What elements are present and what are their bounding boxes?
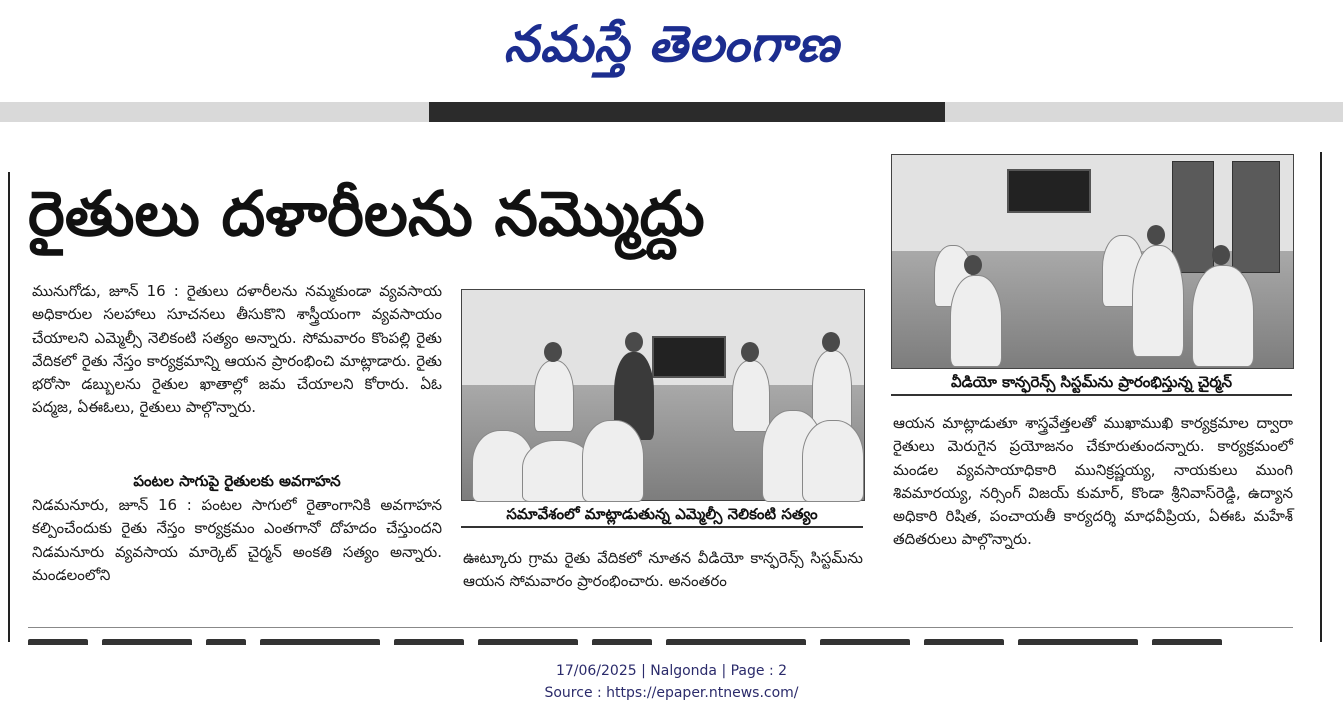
masthead (0, 0, 1343, 100)
clipping-left-border (8, 172, 10, 642)
news-clipping (0, 122, 1343, 645)
bottom-divider (28, 627, 1293, 628)
photo-person-head (1147, 225, 1165, 245)
photo-person (732, 360, 770, 432)
article-subheading: పంటల సాగుపై రైతులకు అవగాహన (133, 472, 341, 490)
photo-person (534, 360, 574, 432)
footer-date-edition-page: 17/06/2025 | Nalgonda | Page : 2 (555, 663, 788, 679)
article-column-1-paragraph-1: మునుగోడు, జూన్ 16 : రైతులు దళారీలను నమ్మకుండా వ్యవసాయ అధికారుల సలహాలు సూచనలు తీసుకొని శాస్త్రీయంగా వ్యవసాయం చేయాలని ఎమ్మెల్సీ నెలికంటి సత్యం అన్నారు. సోమవారం కొంపల్లి రైతు వేదికలో రైతు నేస్తం కార్యక్రమాన్ని ఆయన ప్రారంభించి మాట్లాడారు. రైతు భరోసా డబ్బులను రైతుల ఖాతాల్లో జమ చేయాలని కోరారు. ఏఓ పద్మజ, ఏఈఓలు, రైతులు పాల్గొన్నారు. (32, 282, 442, 417)
article-column-1-paragraph-2: నిడమనూరు, జూన్ 16 : పంటల సాగులో రైతాంగానికి అవగాహన కల్పించేందుకు రైతు నేస్తం కార్యక్రమం ఎంతగానో దోహదం చేస్తుందని నిడమనూరు వ్యవసాయ మార్కెట్ చైర్మన్ అంకతి సత్యం అన్నారు. మండలంలోని (32, 496, 442, 584)
photo-tv-screen (652, 336, 726, 378)
photo-person-head (625, 332, 643, 352)
photo-person (1132, 245, 1184, 357)
masthead-logo-title: నమస్తే తెలంగాణ (503, 14, 840, 73)
article-column-3-text: ఆయన మాట్లాడుతూ శాస్త్రవేత్తలతో ముఖాముఖి కార్యక్రమాల ద్వారా రైతులు మెరుగైన ప్రయోజనం చేకూరుతుందన్నారు. కార్యక్రమంలో మండల వ్యవసాయాధికారి మునిక్రష్ణయ్య, నాయకులు ముంగి శివమారయ్య, నర్సింగ్ విజయ్ కుమార్, కొండా శ్రీనివాస్‌రెడ్డి, ఉద్యాన అధికారి రిషిత, పంచాయతీ కార్యదర్శి మాధవీప్రియ, ఏఈఓ మహేశ్ తదితరులు పాల్గొన్నారు. (893, 414, 1293, 549)
article-column-2-text: ఊట్కూరు గ్రామ రైతు వేదికలో నూతన వీడియో కాన్ఫరెన్స్ సిస్టమ్‌ను ఆయన సోమవారం ప్రారంభించారు. అనంతరం (463, 549, 863, 591)
photo-person (1192, 265, 1254, 367)
meeting-photo-caption: సమావేశంలో మాట్లాడుతున్న ఎమ్మెల్సీ నెలికంటి సత్యం (461, 502, 863, 528)
video-conference-photo-caption: వీడియో కాన్ఫరెన్స్ సిస్టమ్‌ను ప్రారంభిస్తున్న చైర్మన్ (891, 370, 1292, 396)
photo-person (950, 275, 1002, 367)
photo-door (1232, 161, 1280, 273)
photo-person-head (544, 342, 562, 362)
footer-source-link[interactable]: Source : https://epaper.ntnews.com/ (544, 685, 799, 701)
next-article-cropped-strip (28, 632, 1293, 645)
page-footer (0, 660, 1343, 704)
photo-person-head (964, 255, 982, 275)
clipping-right-border (1320, 152, 1322, 642)
photo-person-head (822, 332, 840, 352)
video-conference-photo (891, 154, 1294, 369)
photo-person (802, 420, 864, 502)
photo-person (582, 420, 644, 502)
masthead-dark-bar (429, 102, 945, 122)
photo-tv-screen (1007, 169, 1091, 213)
meeting-photo (461, 289, 865, 501)
photo-person-head (1212, 245, 1230, 265)
photo-door (1172, 161, 1214, 273)
article-headline: రైతులు దళారీలను నమ్మొద్దు (28, 177, 705, 250)
photo-person-head (741, 342, 759, 362)
